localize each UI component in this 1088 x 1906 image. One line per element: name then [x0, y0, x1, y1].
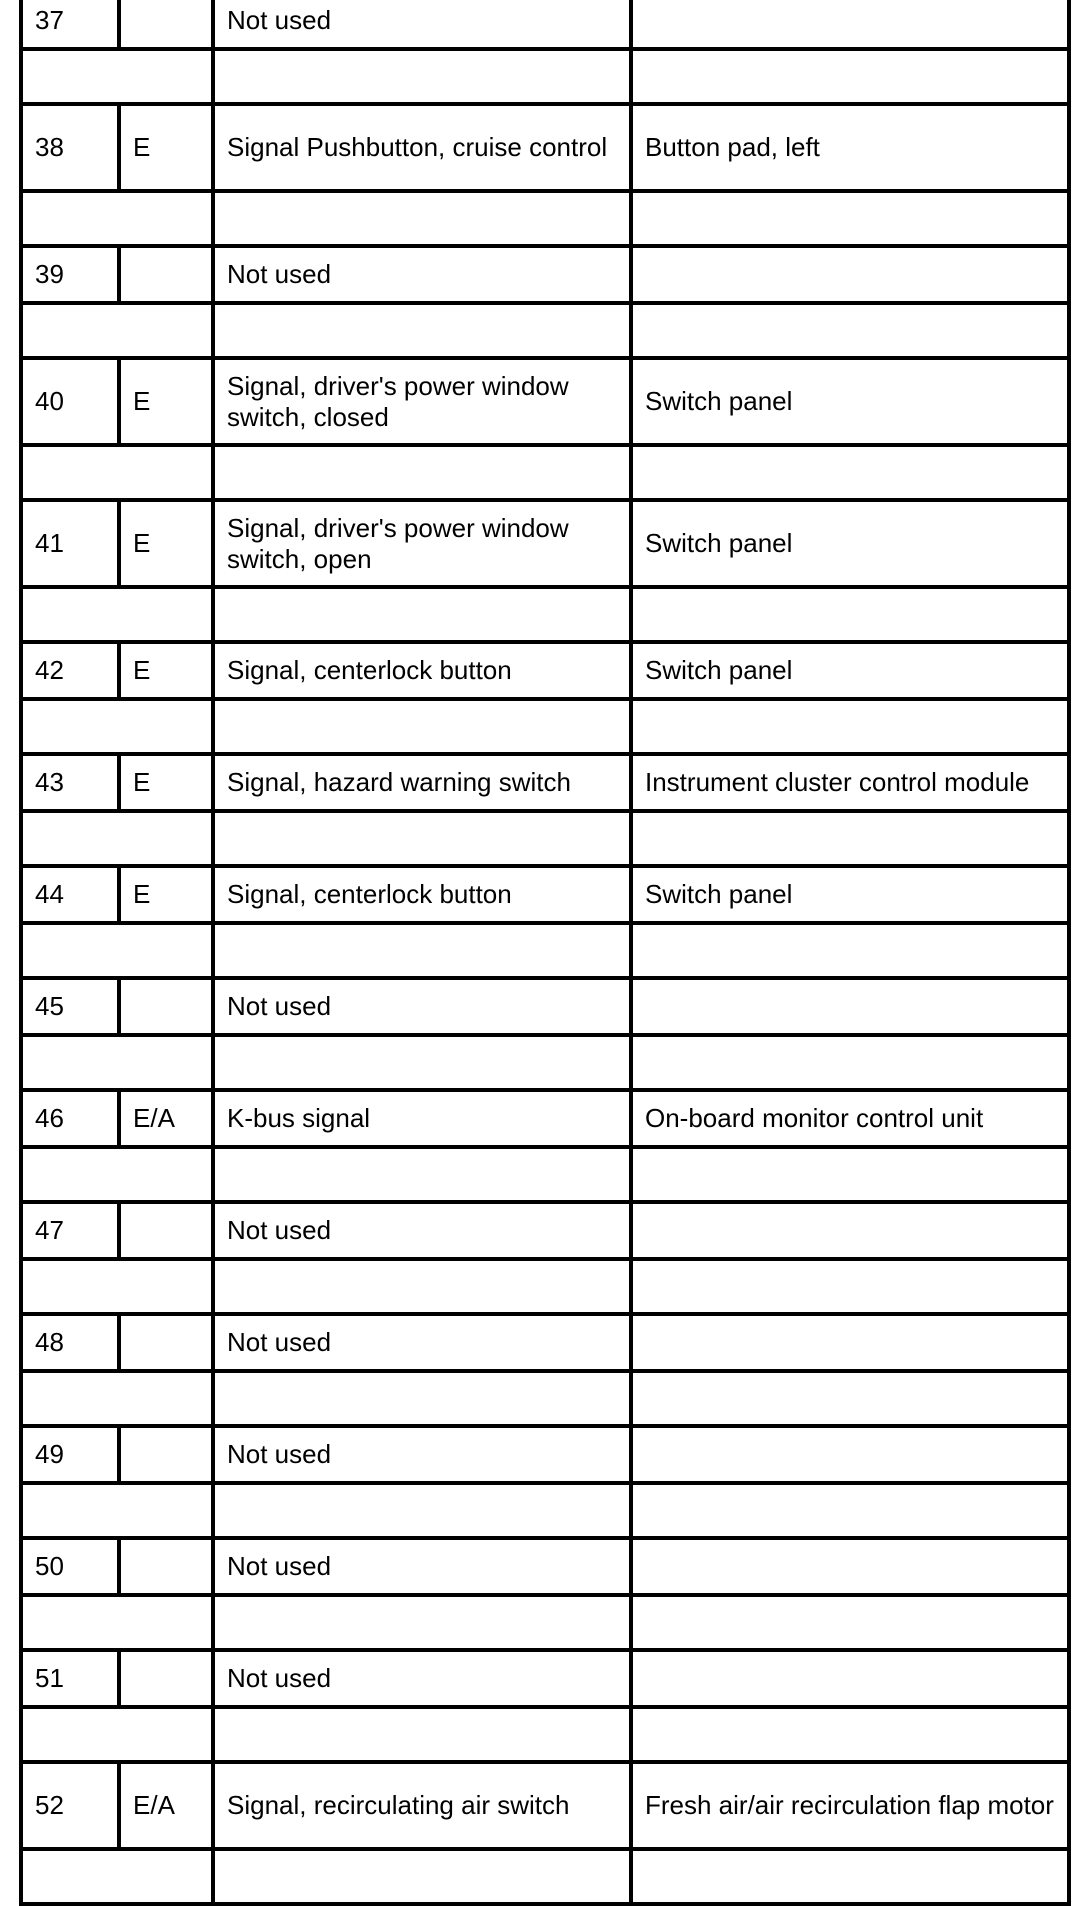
spacer-row — [21, 1035, 1069, 1090]
spacer-cell — [213, 1595, 631, 1650]
description-cell: Not used — [213, 0, 631, 49]
component-cell: Switch panel — [631, 866, 1069, 923]
spacer-cell — [213, 1483, 631, 1538]
spacer-row — [21, 1483, 1069, 1538]
spacer-cell — [631, 699, 1069, 754]
pin-number-cell: 52 — [21, 1762, 119, 1849]
spacer-cell — [631, 1035, 1069, 1090]
signal-type-cell — [119, 1650, 213, 1707]
spacer-cell — [21, 191, 213, 246]
spacer-row — [21, 49, 1069, 104]
pin-number-cell: 51 — [21, 1650, 119, 1707]
pin-number-cell: 49 — [21, 1426, 119, 1483]
description-cell: Not used — [213, 246, 631, 303]
table-row — [21, 1426, 1069, 1483]
signal-type-cell: E — [119, 104, 213, 191]
spacer-cell — [631, 1259, 1069, 1314]
table-row — [21, 1202, 1069, 1259]
description-cell: Not used — [213, 1314, 631, 1371]
spacer-cell — [213, 49, 631, 104]
signal-type-cell — [119, 246, 213, 303]
spacer-cell — [213, 1259, 631, 1314]
signal-type-cell: E — [119, 642, 213, 699]
description-cell: Signal, driver's power window switch, closed — [213, 358, 631, 445]
component-cell: Fresh air/air recirculation flap motor — [631, 1762, 1069, 1849]
spacer-cell — [631, 49, 1069, 104]
component-cell — [631, 1314, 1069, 1371]
component-cell: Switch panel — [631, 358, 1069, 445]
pin-number-cell: 44 — [21, 866, 119, 923]
spacer-cell — [213, 923, 631, 978]
table-row — [21, 1538, 1069, 1595]
pin-number-cell: 45 — [21, 978, 119, 1035]
spacer-cell — [21, 1707, 213, 1762]
spacer-cell — [213, 699, 631, 754]
spacer-cell — [213, 1371, 631, 1426]
component-cell — [631, 0, 1069, 49]
spacer-cell — [631, 587, 1069, 642]
spacer-cell — [21, 811, 213, 866]
signal-type-cell: E/A — [119, 1762, 213, 1849]
table-row — [21, 978, 1069, 1035]
spacer-cell — [213, 191, 631, 246]
spacer-row — [21, 303, 1069, 358]
spacer-cell — [631, 191, 1069, 246]
pin-number-cell: 48 — [21, 1314, 119, 1371]
spacer-row — [21, 1849, 1069, 1904]
description-cell: Not used — [213, 1650, 631, 1707]
description-cell: Signal, hazard warning switch — [213, 754, 631, 811]
description-cell: Not used — [213, 978, 631, 1035]
table-row — [21, 0, 1069, 49]
component-cell: On-board monitor control unit — [631, 1090, 1069, 1147]
component-cell — [631, 1650, 1069, 1707]
spacer-cell — [631, 1147, 1069, 1202]
pin-number-cell: 39 — [21, 246, 119, 303]
spacer-cell — [21, 1483, 213, 1538]
pin-number-cell: 46 — [21, 1090, 119, 1147]
spacer-cell — [213, 811, 631, 866]
table-row — [21, 866, 1069, 923]
component-cell — [631, 1426, 1069, 1483]
component-cell — [631, 1538, 1069, 1595]
spacer-cell — [631, 923, 1069, 978]
pin-number-cell: 47 — [21, 1202, 119, 1259]
spacer-row — [21, 1259, 1069, 1314]
spacer-cell — [21, 1371, 213, 1426]
table-row — [21, 1314, 1069, 1371]
spacer-cell — [213, 1147, 631, 1202]
component-cell: Switch panel — [631, 642, 1069, 699]
spacer-cell — [21, 303, 213, 358]
component-cell: Switch panel — [631, 500, 1069, 587]
description-cell: Signal, centerlock button — [213, 866, 631, 923]
table-row — [21, 358, 1069, 445]
description-cell: K-bus signal — [213, 1090, 631, 1147]
spacer-row — [21, 1371, 1069, 1426]
pin-assignment-table — [19, 0, 1071, 1906]
signal-type-cell: E — [119, 358, 213, 445]
spacer-cell — [631, 811, 1069, 866]
spacer-row — [21, 1707, 1069, 1762]
table-row — [21, 1762, 1069, 1849]
spacer-cell — [213, 445, 631, 500]
spacer-cell — [21, 49, 213, 104]
spacer-cell — [213, 587, 631, 642]
spacer-row — [21, 191, 1069, 246]
component-cell — [631, 246, 1069, 303]
signal-type-cell: E — [119, 866, 213, 923]
description-cell: Not used — [213, 1202, 631, 1259]
table-row — [21, 104, 1069, 191]
component-cell — [631, 1202, 1069, 1259]
description-cell: Signal Pushbutton, cruise control — [213, 104, 631, 191]
spacer-row — [21, 923, 1069, 978]
spacer-cell — [631, 303, 1069, 358]
spacer-cell — [21, 1035, 213, 1090]
spacer-cell — [631, 1371, 1069, 1426]
signal-type-cell: E — [119, 500, 213, 587]
spacer-cell — [631, 1707, 1069, 1762]
signal-type-cell — [119, 978, 213, 1035]
table-row — [21, 642, 1069, 699]
spacer-cell — [21, 587, 213, 642]
component-cell: Button pad, left — [631, 104, 1069, 191]
description-cell: Signal, recirculating air switch — [213, 1762, 631, 1849]
spacer-cell — [21, 445, 213, 500]
component-cell: Instrument cluster control module — [631, 754, 1069, 811]
pin-number-cell: 42 — [21, 642, 119, 699]
signal-type-cell — [119, 1202, 213, 1259]
pin-number-cell: 43 — [21, 754, 119, 811]
signal-type-cell — [119, 0, 213, 49]
spacer-cell — [213, 1035, 631, 1090]
spacer-row — [21, 445, 1069, 500]
spacer-cell — [213, 303, 631, 358]
spacer-cell — [21, 923, 213, 978]
pin-number-cell: 40 — [21, 358, 119, 445]
spacer-row — [21, 1147, 1069, 1202]
description-cell: Signal, driver's power window switch, open — [213, 500, 631, 587]
pin-number-cell: 50 — [21, 1538, 119, 1595]
spacer-cell — [631, 1849, 1069, 1904]
spacer-cell — [213, 1849, 631, 1904]
pin-number-cell: 41 — [21, 500, 119, 587]
spacer-cell — [21, 699, 213, 754]
table-row — [21, 754, 1069, 811]
signal-type-cell: E/A — [119, 1090, 213, 1147]
signal-type-cell — [119, 1426, 213, 1483]
spacer-row — [21, 699, 1069, 754]
spacer-cell — [21, 1595, 213, 1650]
spacer-cell — [213, 1707, 631, 1762]
pin-number-cell: 37 — [21, 0, 119, 49]
spacer-cell — [631, 1483, 1069, 1538]
signal-type-cell — [119, 1314, 213, 1371]
spacer-cell — [21, 1147, 213, 1202]
description-cell: Not used — [213, 1538, 631, 1595]
description-cell: Not used — [213, 1426, 631, 1483]
table-row — [21, 500, 1069, 587]
spacer-cell — [21, 1849, 213, 1904]
signal-type-cell: E — [119, 754, 213, 811]
table-row — [21, 246, 1069, 303]
table-row — [21, 1090, 1069, 1147]
spacer-row — [21, 811, 1069, 866]
pin-number-cell: 38 — [21, 104, 119, 191]
spacer-cell — [631, 1595, 1069, 1650]
description-cell: Signal, centerlock button — [213, 642, 631, 699]
spacer-cell — [21, 1259, 213, 1314]
signal-type-cell — [119, 1538, 213, 1595]
component-cell — [631, 978, 1069, 1035]
spacer-cell — [631, 445, 1069, 500]
spacer-row — [21, 587, 1069, 642]
table-row — [21, 1650, 1069, 1707]
spacer-row — [21, 1595, 1069, 1650]
